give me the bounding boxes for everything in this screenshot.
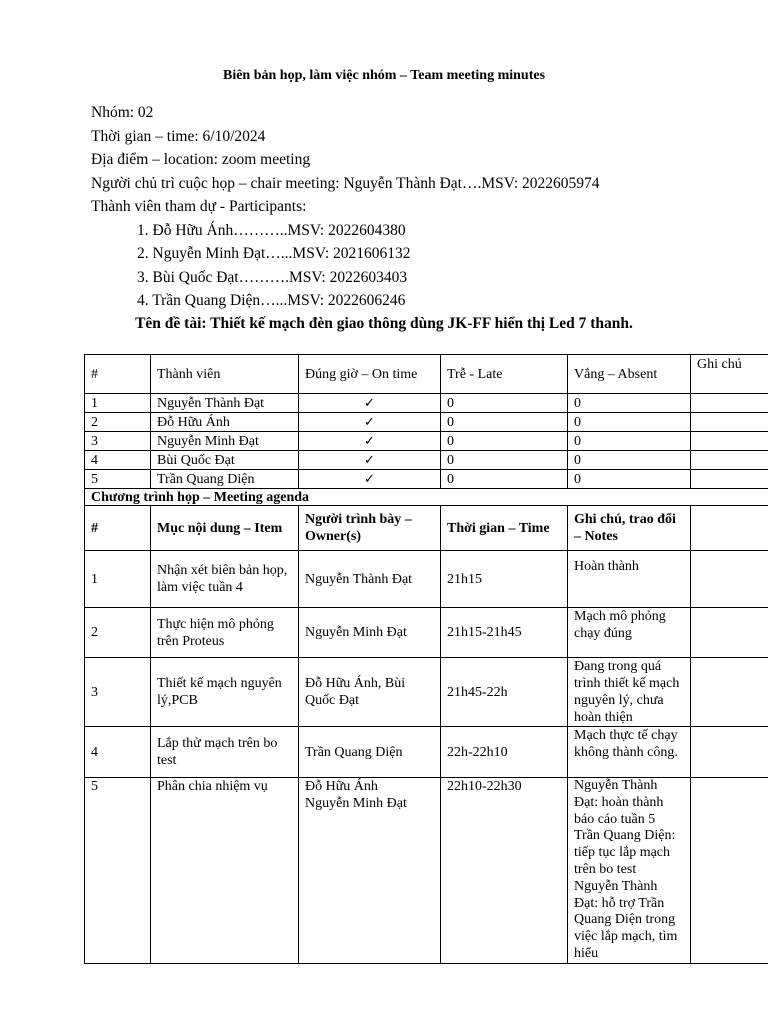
cell-note bbox=[691, 470, 768, 489]
agenda-row bbox=[85, 608, 768, 658]
agenda-header-time: Thời gian – Time bbox=[441, 506, 568, 551]
agenda-num: 4 bbox=[85, 727, 151, 778]
cell-num: 4 bbox=[85, 451, 151, 470]
group-line: Nhóm: 02 bbox=[91, 104, 154, 121]
agenda-item: Thiết kế mạch nguyên lý,PCB bbox=[151, 658, 299, 727]
cell-num: 5 bbox=[85, 470, 151, 489]
agenda-header-num: # bbox=[85, 506, 151, 551]
cell-num: 3 bbox=[85, 432, 151, 451]
agenda-row bbox=[85, 551, 768, 608]
cell-name: Đỗ Hữu Ánh bbox=[151, 413, 299, 432]
participant-item: 4. Trần Quang Diện…...MSV: 2022606246 bbox=[137, 292, 406, 309]
agenda-time: 21h15-21h45 bbox=[441, 608, 568, 658]
cell-late: 0 bbox=[441, 413, 568, 432]
header-num: # bbox=[85, 355, 151, 394]
note-line: Trần Quang Diện: tiếp tục lắp mạch trên bo test bbox=[574, 828, 676, 877]
attendance-row bbox=[85, 413, 768, 432]
participant-item: 1. Đỗ Hữu Ánh………..MSV: 2022604380 bbox=[137, 221, 406, 239]
agenda-owner: Nguyễn Thành Đạt bbox=[299, 551, 441, 608]
agenda-extra bbox=[691, 727, 768, 778]
agenda-item: Lắp thử mạch trên bo test bbox=[151, 727, 299, 778]
cell-note bbox=[691, 394, 768, 413]
agenda-time: 22h-22h10 bbox=[441, 727, 568, 778]
header-late: Trễ - Late bbox=[441, 355, 568, 394]
agenda-time: 21h45-22h bbox=[441, 658, 568, 727]
on-time-check-icon: ✓ bbox=[299, 451, 441, 470]
agenda-notes: Mạch thực tế chạy không thành công. bbox=[568, 727, 691, 778]
cell-late: 0 bbox=[441, 451, 568, 470]
location-line: Địa điểm – location: zoom meeting bbox=[91, 151, 311, 168]
cell-note bbox=[691, 432, 768, 451]
header-absent: Vắng – Absent bbox=[568, 355, 691, 394]
agenda-header-row bbox=[85, 506, 768, 551]
agenda-extra bbox=[691, 658, 768, 727]
agenda-header-notes: Ghi chú, trao đổi – Notes bbox=[568, 506, 691, 551]
cell-absent: 0 bbox=[568, 451, 691, 470]
header-on-time: Đúng giờ – On time bbox=[299, 355, 441, 394]
agenda-num: 2 bbox=[85, 608, 151, 658]
attendance-row bbox=[85, 470, 768, 489]
cell-absent: 0 bbox=[568, 432, 691, 451]
attendance-row bbox=[85, 432, 768, 451]
cell-note bbox=[691, 451, 768, 470]
cell-name: Trần Quang Diện bbox=[151, 470, 299, 489]
agenda-header-item: Mục nội dung – Item bbox=[151, 506, 299, 551]
cell-late: 0 bbox=[441, 470, 568, 489]
on-time-check-icon: ✓ bbox=[299, 413, 441, 432]
agenda-section-title: Chương trình họp – Meeting agenda bbox=[85, 489, 768, 506]
cell-name: Bùi Quốc Đạt bbox=[151, 451, 299, 470]
agenda-header-owner: Người trình bày – Owner(s) bbox=[299, 506, 441, 551]
cell-name: Nguyễn Thành Đạt bbox=[151, 394, 299, 413]
attendance-row bbox=[85, 394, 768, 413]
agenda-row bbox=[85, 727, 768, 778]
agenda-notes: Hoàn thành bbox=[568, 551, 691, 608]
attendance-row bbox=[85, 451, 768, 470]
participant-item: 3. Bùi Quốc Đạt……….MSV: 2022603403 bbox=[137, 268, 408, 286]
agenda-notes bbox=[568, 778, 691, 964]
cell-absent: 0 bbox=[568, 413, 691, 432]
time-line: Thời gian – time: 6/10/2024 bbox=[91, 127, 266, 145]
on-time-check-icon: ✓ bbox=[299, 394, 441, 413]
note-line: Nguyễn Thành Đạt: hỗ trợ Trần Quang Diện trong việc lắp mạch, tìm hiểu bbox=[574, 878, 678, 961]
cell-num: 1 bbox=[85, 394, 151, 413]
document-title: Biên bản họp, làm việc nhóm – Team meeting minutes bbox=[222, 68, 546, 83]
owner-line: Nguyễn Minh Đạt bbox=[305, 796, 407, 811]
agenda-section-row bbox=[85, 489, 768, 506]
agenda-item: Phân chia nhiệm vụ bbox=[151, 778, 299, 964]
agenda-row bbox=[85, 778, 768, 964]
agenda-owner: Nguyễn Minh Đạt bbox=[299, 608, 441, 658]
chair-line: Người chủ trì cuộc họp – chair meeting: Nguyễn Thành Đạt….MSV: 2022605974 bbox=[91, 174, 600, 192]
project-topic: Tên đề tài: Thiết kế mạch đèn giao thông dùng JK-FF hiển thị Led 7 thanh. bbox=[135, 315, 633, 332]
owner-line: Đỗ Hữu Ánh bbox=[305, 779, 378, 794]
cell-absent: 0 bbox=[568, 394, 691, 413]
agenda-header-extra bbox=[691, 506, 768, 551]
attendance-header-row bbox=[85, 355, 768, 394]
cell-note bbox=[691, 413, 768, 432]
header-member: Thành viên bbox=[151, 355, 299, 394]
agenda-owner bbox=[299, 778, 441, 964]
agenda-num: 5 bbox=[85, 778, 151, 964]
cell-num: 2 bbox=[85, 413, 151, 432]
agenda-owner: Trần Quang Diện bbox=[299, 727, 441, 778]
agenda-num: 1 bbox=[85, 551, 151, 608]
cell-name: Nguyễn Minh Đạt bbox=[151, 432, 299, 451]
agenda-item: Thực hiện mô phỏng trên Proteus bbox=[151, 608, 299, 658]
on-time-check-icon: ✓ bbox=[299, 432, 441, 451]
agenda-time: 22h10-22h30 bbox=[441, 778, 568, 964]
header-note: Ghi chú bbox=[691, 355, 768, 394]
agenda-extra bbox=[691, 608, 768, 658]
participant-item: 2. Nguyễn Minh Đạt…...MSV: 2021606132 bbox=[137, 245, 411, 262]
meeting-info bbox=[91, 101, 600, 313]
cell-late: 0 bbox=[441, 432, 568, 451]
agenda-num: 3 bbox=[85, 658, 151, 727]
agenda-extra bbox=[691, 778, 768, 964]
cell-late: 0 bbox=[441, 394, 568, 413]
note-line: Nguyễn Thành Đạt: hoàn thành báo cáo tuần 5 bbox=[574, 778, 664, 827]
participants-label: Thành viên tham dự - Participants: bbox=[91, 198, 307, 215]
agenda-notes: Đang trong quá trình thiết kế mạch nguyên lý, chưa hoàn thiện bbox=[568, 658, 691, 727]
agenda-owner: Đỗ Hữu Ánh, Bùi Quốc Đạt bbox=[299, 658, 441, 727]
agenda-item: Nhận xét biên bản họp, làm việc tuần 4 bbox=[151, 551, 299, 608]
on-time-check-icon: ✓ bbox=[299, 470, 441, 489]
agenda-notes: Mạch mô phỏng chạy đúng bbox=[568, 608, 691, 658]
cell-absent: 0 bbox=[568, 470, 691, 489]
agenda-time: 21h15 bbox=[441, 551, 568, 608]
agenda-row bbox=[85, 658, 768, 727]
meeting-table bbox=[84, 354, 768, 964]
participants-list bbox=[91, 219, 600, 313]
agenda-extra bbox=[691, 551, 768, 608]
